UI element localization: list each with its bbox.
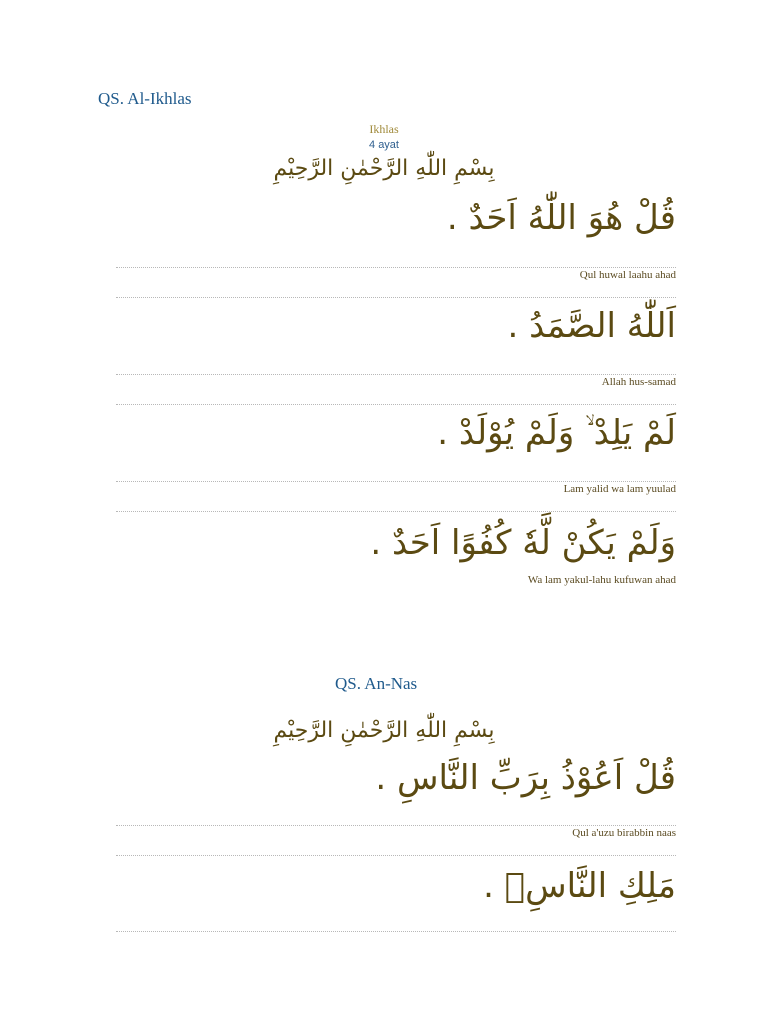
verse-transliteration: Wa lam yakul-lahu kufuwan ahad [527,574,676,586]
divider [116,404,676,405]
divider [116,511,676,512]
ayat-count: 4 ayat [369,139,399,151]
divider [116,267,676,268]
verse-transliteration: Lam yalid wa lam yuulad [563,483,676,495]
divider [116,855,676,856]
surah-name: Ikhlas [369,122,399,136]
basmala: بِسْمِ اللّٰهِ الرَّحْمٰنِ الرَّحِيْمِ [273,718,495,743]
verse-transliteration: Allah hus-samad [601,376,676,388]
divider [116,931,676,932]
verse-arabic: لَمْ يَلِدْ ۙ وَلَمْ يُوْلَدْ . [437,413,676,453]
verse-arabic: قُلْ اَعُوْذُ بِرَبِّ النَّاسِ . [375,758,676,798]
verse-arabic: قُلْ هُوَ اللّٰهُ اَحَدٌ . [446,198,676,238]
divider [116,374,676,375]
verse-transliteration: Qul a'uzu birabbin naas [572,827,676,839]
verse-arabic: اَللّٰهُ الصَّمَدُ . [507,306,676,346]
divider [116,481,676,482]
section-title-an-nas: QS. An-Nas [335,674,418,693]
verse-arabic: مَلِكِ النَّاسِۙ . [483,866,676,906]
verse-transliteration: Qul huwal laahu ahad [579,269,676,281]
verse-arabic: وَلَمْ يَكُنْ لَّهٗ كُفُوًا اَحَدٌ . [370,523,676,563]
divider [116,825,676,826]
divider [116,297,676,298]
basmala: بِسْمِ اللّٰهِ الرَّحْمٰنِ الرَّحِيْمِ [273,156,495,181]
section-title-al-ikhlas: QS. Al-Ikhlas [98,89,192,108]
